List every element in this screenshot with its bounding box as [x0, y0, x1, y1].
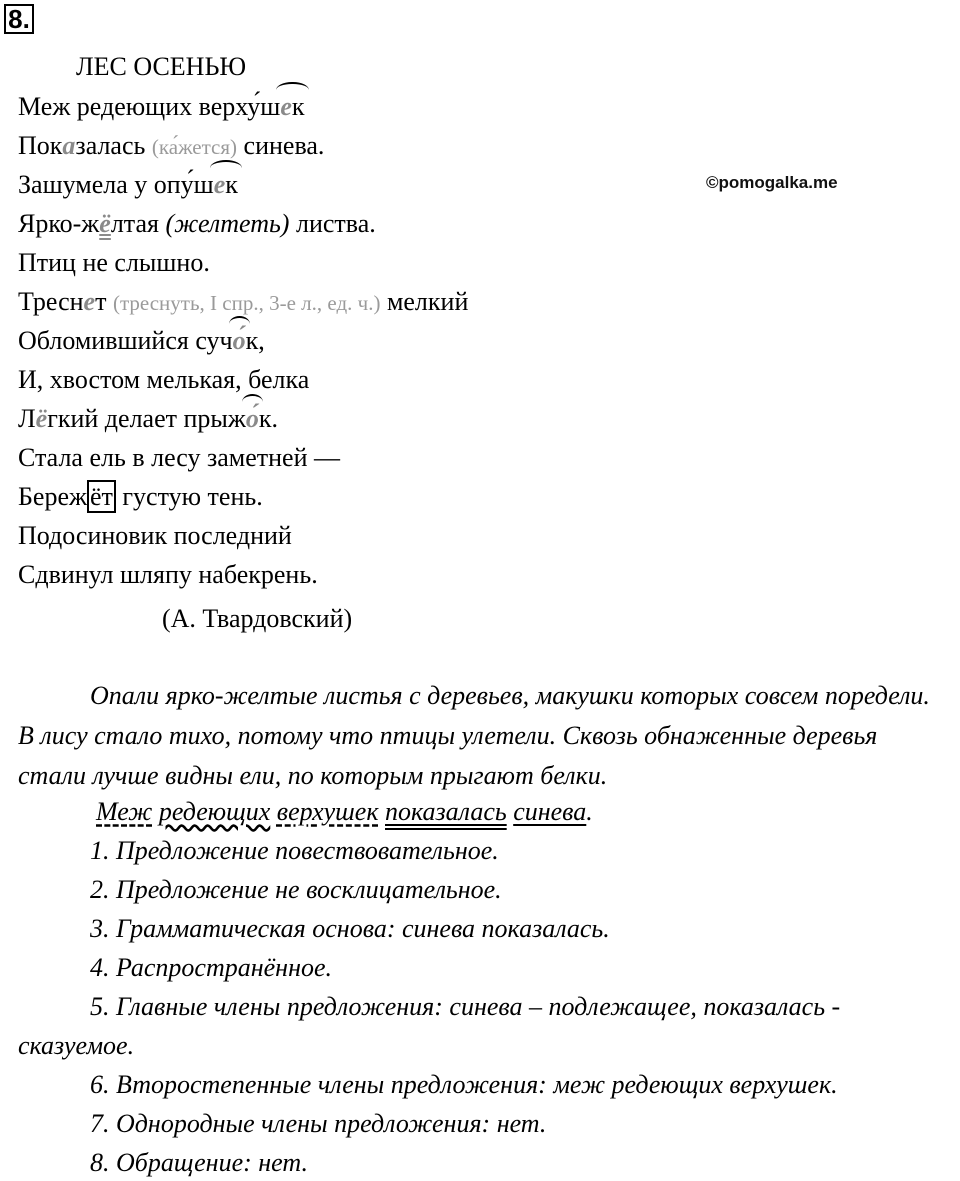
poem-line-7: Обломившийся сучо́к,	[18, 326, 265, 355]
poem-line-3: Зашумела у опу́шек	[18, 170, 238, 199]
poem-line-10: Стала ель в лесу заметней —	[18, 443, 341, 472]
analysis-item-5: 5. Главные члены предложения: синева – подлежащее, показалась -	[90, 992, 841, 1021]
analysis-item-1: 1. Предложение повествовательное.	[90, 836, 499, 865]
analysis-item-8: 8. Обращение: нет.	[90, 1148, 308, 1177]
poem-author: (А. Твардовский)	[162, 604, 353, 633]
watermark: ©pomogalka.me	[706, 173, 838, 192]
poem-line-9: Лёгкий делает прыжо́к.	[18, 404, 278, 433]
analysis-item-7: 7. Однородные члены предложения: нет.	[90, 1109, 547, 1138]
poem-line-12: Подосиновик последний	[18, 521, 292, 550]
poem-line-4: Ярко-жёлтая (желтеть) листва.	[18, 209, 376, 238]
analysis-item-6: 6. Второстепенные члены предложения: меж редеющих верхушек.	[90, 1070, 838, 1099]
poem-line-6: Треснет (треснуть, I спр., 3-е л., ед. ч.) мелкий	[18, 287, 469, 316]
exercise-number: 8.	[4, 4, 34, 34]
analysis-item-5-cont: сказуемое.	[18, 1031, 135, 1060]
poem-line-1: Меж редеющих верху́шек	[18, 92, 305, 121]
composition-paragraph: Опали ярко-желтые листья с деревьев, макушки которых совсем поредели. В лису стало тихо, потому что птицы улетели. Сквозь обнаженные деревья стали лучше видны ели, по которым прыгают белки.	[18, 681, 930, 790]
analysis-item-4: 4. Распространённое.	[90, 953, 333, 982]
analysis-item-3: 3. Грамматическая основа: синева показалась.	[90, 914, 610, 943]
poem-line-13: Сдвинул шляпу набекрень.	[18, 560, 318, 589]
poem-line-5: Птиц не слышно.	[18, 248, 210, 277]
poem-line-11: Береж ёт густую тень.	[18, 482, 263, 511]
poem-line-2: Показалась (ка́жется) синева.	[18, 131, 325, 160]
ending-box: ёт	[87, 480, 116, 513]
poem-title: ЛЕС ОСЕНЬЮ	[76, 52, 247, 81]
parsed-sentence: Меж редеющих верхушек показалась синева.	[96, 797, 593, 826]
analysis-item-2: 2. Предложение не восклицательное.	[90, 875, 502, 904]
poem-line-8: И, хвостом мелькая, белка	[18, 365, 310, 394]
